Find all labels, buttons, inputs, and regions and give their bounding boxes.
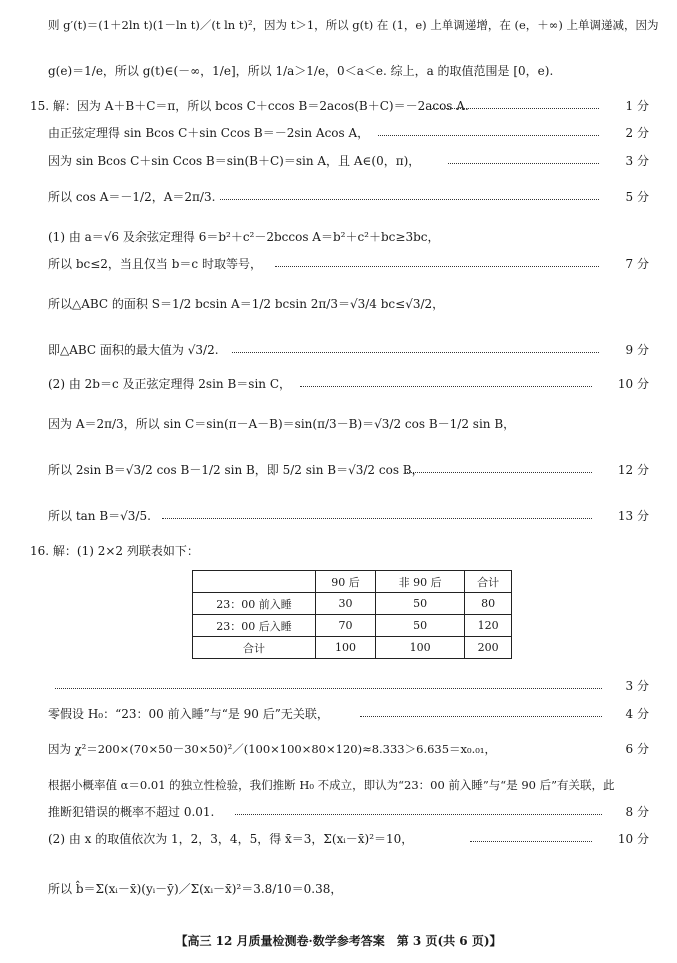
table-cell: 100 [316,637,376,659]
page-footer: 【高三 12 月质量检测卷·数学参考答案 第 3 页(共 6 页)】 [175,934,502,948]
line-15 [0,540,677,562]
dot-leader [360,716,602,717]
line-10 [0,339,677,361]
line-text: 16. 解：(1) 2×2 列联表如下： [30,544,199,558]
score-label: 3 分 [625,679,649,693]
score-label: 4 分 [625,707,649,721]
line-13 [0,459,677,481]
contingency-table [192,570,512,659]
table-cell: 23：00 后入睡 [193,615,316,637]
line-4 [0,122,677,144]
dot-leader [448,163,599,164]
line-text: (2) 由 2b＝c 及正弦定理得 2sin B＝sin C， [48,377,292,391]
score-label: 6 分 [625,742,649,756]
line-20 [0,801,677,823]
dot-leader [378,135,599,136]
line-text: g(e)＝1/e，所以 g(t)∈(－∞，1/e]，所以 1/a＞1/e，0＜a＜e. 综上，a 的取值范围是 [0，e). [48,64,554,78]
line-text: 因为 χ²＝200×(70×50－30×50)²／(100×100×80×120)≈8.333＞6.635＝x₀.₀₁， [48,742,497,756]
line-text: 推断犯错误的概率不超过 0.01. [48,805,215,819]
table-cell: 100 [375,637,464,659]
table-cell: 120 [465,615,512,637]
score-label: 1 分 [625,99,649,113]
score-label: 10 分 [617,377,649,391]
table-header-cell: 90 后 [316,571,376,593]
line-5 [0,150,677,172]
table-cell: 30 [316,593,376,615]
line-text: (1) 由 a＝√6 及余弦定理得 6＝b²＋c²－2bccos A＝b²＋c²＋bc≥3bc， [48,230,440,244]
line-text: 所以 cos A＝－1/2，A＝2π/3. [48,190,216,204]
line-text: 所以 2sin B＝√3/2 cos B－1/2 sin B，即 5/2 sin B＝√3/2 cos B， [48,463,424,477]
line-text: 15. 解：因为 A＋B＋C＝π，所以 bcos C＋ccos B＝2acos(B＋C)＝－2acos A. [30,99,469,113]
line-text: 因为 A＝2π/3，所以 sin C＝sin(π－A－B)＝sin(π/3－B)＝√3/2 cos B－1/2 sin B， [48,417,516,431]
line-18 [0,738,677,760]
line-21 [0,828,677,850]
score-label: 10 分 [617,832,649,846]
line-22 [0,878,677,900]
table-header-cell: 合计 [465,571,512,593]
table-row [193,615,512,637]
line-text: 所以△ABC 的面积 S＝1/2 bcsin A＝1/2 bcsin 2π/3＝√3/4 bc≤√3/2， [48,297,445,311]
table-cell: 70 [316,615,376,637]
line-text: 则 g′(t)＝(1＋2ln t)(1－ln t)／(t ln t)²，因为 t＞1，所以 g(t) 在 (1，e) 上单调递增，在 (e，＋∞) 上单调递减，因为 [48,18,659,32]
score-label: 3 分 [625,154,649,168]
table-header-row [193,571,512,593]
table-cell: 23：00 前入睡 [193,593,316,615]
line-text: 由正弦定理得 sin Bcos C＋sin Ccos B＝－2sin Acos A， [48,126,370,140]
line-1 [0,14,677,36]
line-text: 因为 sin Bcos C＋sin Ccos B＝sin(B＋C)＝sin A，且 A∈(0，π)， [48,154,421,168]
line-text: 即△ABC 面积的最大值为 √3/2. [48,343,219,357]
line-text: 所以 tan B＝√3/5. [48,509,151,523]
table-row [193,593,512,615]
dot-leader [430,108,599,109]
dot-leader [300,386,592,387]
score-label: 2 分 [625,126,649,140]
table-cell: 50 [375,615,464,637]
table-header-cell: 非 90 后 [375,571,464,593]
line-2 [0,60,677,82]
score-label: 12 分 [617,463,649,477]
line-11 [0,373,677,395]
dot-leader [405,472,592,473]
dot-leader [470,841,592,842]
line-6 [0,186,677,208]
table-cell: 合计 [193,637,316,659]
table-row [193,637,512,659]
table-header-cell [193,571,316,593]
dot-leader [220,199,599,200]
line-7 [0,226,677,248]
line-12 [0,413,677,435]
dot-leader [235,814,602,815]
score-label: 5 分 [625,190,649,204]
line-17 [0,703,677,725]
line-text: (2) 由 x 的取值依次为 1，2，3，4，5，得 x̄＝3，Σ(xᵢ－x̄)²＝10， [48,832,414,846]
line-text: 所以 b̂＝Σ(xᵢ－x̄)(yᵢ－ȳ)／Σ(xᵢ－x̄)²＝3.8/10＝0.38， [48,882,343,896]
line-9 [0,293,677,315]
line-8 [0,253,677,275]
line-text: 所以 bc≤2，当且仅当 b＝c 时取等号， [48,257,262,271]
line-14 [0,505,677,527]
score-label: 8 分 [625,805,649,819]
line-19 [0,774,677,796]
score-label: 13 分 [617,509,649,523]
line-3 [0,95,677,117]
dot-leader [275,266,599,267]
dot-leader [162,518,592,519]
score-label: 7 分 [625,257,649,271]
line-16 [0,675,677,697]
line-text: 根据小概率值 α＝0.01 的独立性检验，我们推断 H₀ 不成立，即认为“23：00 前入睡”与“是 90 后”有关联，此 [48,778,615,792]
dot-leader [55,688,602,689]
table-cell: 50 [375,593,464,615]
table-cell: 80 [465,593,512,615]
line-text: 零假设 H₀：“23：00 前入睡”与“是 90 后”无关联， [48,707,329,721]
table-cell: 200 [465,637,512,659]
score-label: 9 分 [625,343,649,357]
dot-leader [232,352,599,353]
